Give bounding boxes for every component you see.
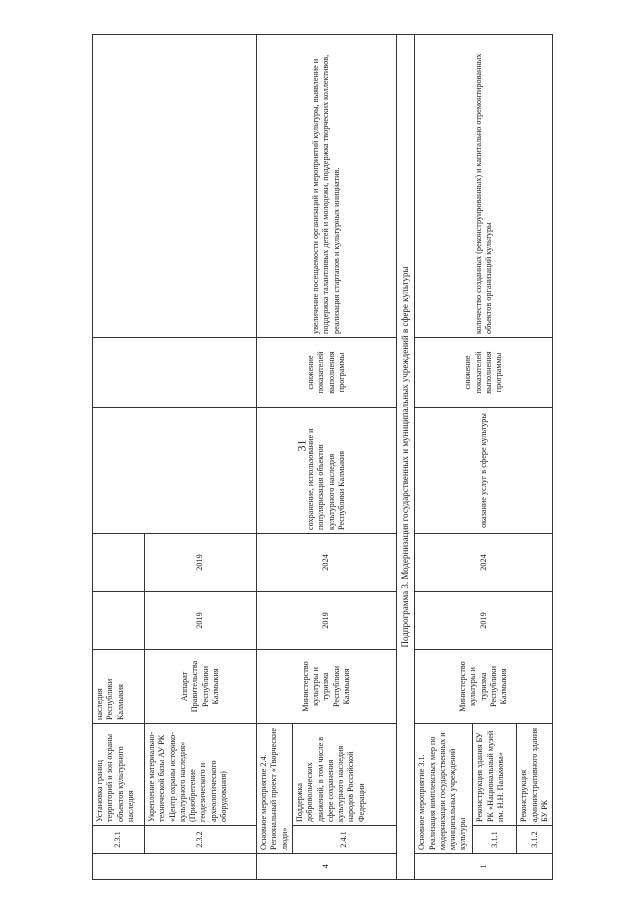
indicator: увеличение посещаемости организаций и мероприятий культуры, выявление и поддержка талантливых детей и молодежи, поддержка творческих коллективов, реализация стартапов и культурных инициатив. (257, 35, 397, 338)
activity-name: Основное мероприятие 3.1. Реализация комплексных мер по модернизации государственных и муниципальных учреждений культуры (415, 724, 473, 854)
executor: Министерство культуры и туризма Республики Калмыкия (415, 650, 553, 724)
table-row (257, 35, 293, 880)
activity-name: Установка границ территорий и зон охраны объектов культурного наследия (93, 724, 145, 826)
row-index: 1 (415, 854, 553, 880)
row-number: 3.1.2 (517, 826, 553, 854)
activity-name: Укрепление материально-технической базы АУ РК «Центр охраны историко-культурного наследия» (Приобретение геодезического и археологического оборудования) (145, 724, 257, 826)
page-number: 31 (294, 439, 309, 452)
start-year: 2019 (415, 592, 553, 650)
expected-result: сохранение, использование и популяризация объектов культурного наследия Республики Калмыкия (257, 408, 397, 534)
end-year (93, 534, 145, 592)
executor: Аппарат Правительства Республики Калмыкия (145, 650, 257, 724)
row-number: 3.1.1 (473, 826, 517, 854)
risks (93, 338, 257, 408)
subprogram-title: Подпрограмма 3. Модернизация государственных и муниципальных учреждений в сфере культуры (397, 35, 415, 880)
activity-name: Реконструкция административного здания БУ РК (517, 724, 553, 826)
row-index-cell (93, 854, 257, 880)
risks: снижение показателей выполнения программы (415, 338, 553, 408)
end-year: 2024 (257, 534, 397, 592)
activity-name: Реконструкция здания БУ РК «Национальный музей им. Н.Н. Пальмова» (473, 724, 517, 826)
row-number: 2.3.1 (93, 826, 145, 854)
executor: наследия Республики Калмыкия (93, 650, 145, 724)
activity-name: Основное мероприятие 2.4. Региональный проект «Творческие люди» (257, 724, 293, 854)
table-row (93, 35, 145, 880)
subprogram-row (397, 35, 415, 880)
expected-result: оказание услуг в сфере культуры (415, 408, 553, 534)
risks: снижение показателей выполнения программы (257, 338, 397, 408)
indicator: количество созданных (реконструированных) и капитально отремонтированных объектов организаций культуры (415, 35, 553, 338)
row-index: 4 (257, 854, 397, 880)
indicator (93, 35, 257, 338)
row-number: 2.3.2 (145, 826, 257, 854)
expected-result (93, 408, 257, 534)
end-year: 2019 (145, 534, 257, 592)
activity-name: Поддержка добровольческих движений, в том числе в сфере сохранения культурного наследия народов Российской Федерации (293, 724, 397, 826)
table-row (415, 35, 473, 880)
row-number: 2.4.1 (293, 826, 397, 854)
program-table (92, 35, 592, 880)
start-year: 2019 (145, 592, 257, 650)
start-year: 2019 (257, 592, 397, 650)
start-year (93, 592, 145, 650)
end-year: 2024 (415, 534, 553, 592)
executor: Министерство культуры и туризма Республики Калмыкия (257, 650, 397, 724)
